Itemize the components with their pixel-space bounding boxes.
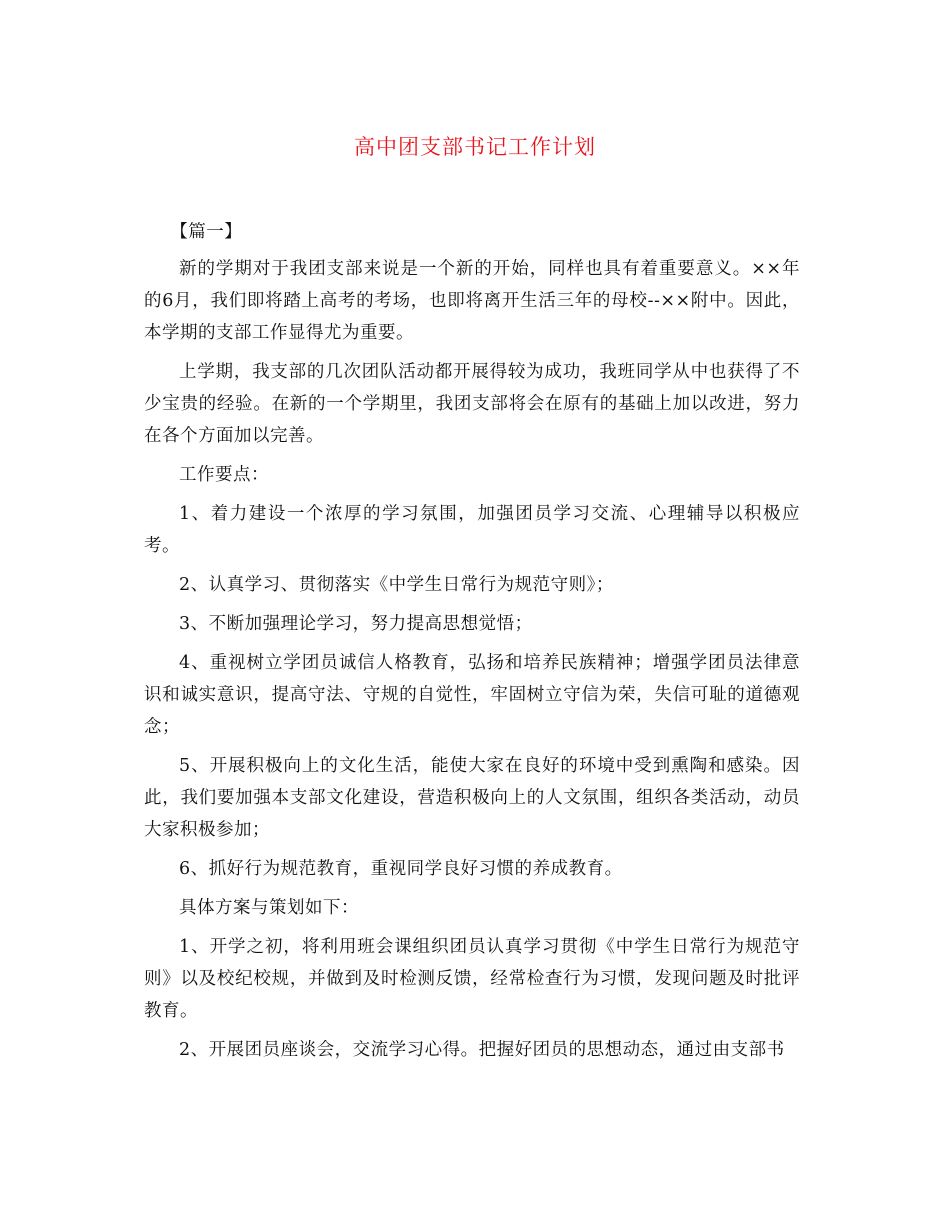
work-point-1: 1、着力建设一个浓厚的学习氛围，加强团员学习交流、心理辅导以积极应考。 <box>144 504 800 556</box>
work-point-6: 6、抓好行为规范教育，重视同学良好习惯的养成教育。 <box>179 859 623 879</box>
document-body <box>144 216 800 1073</box>
heading-work-points: 工作要点： <box>179 465 269 485</box>
paragraph-last-term: 上学期，我支部的几次团队活动都开展得较为成功，我班同学从中也获得了不少宝贵的经验。在新的一个学期里，我团支部将会在原有的基础上加以改进，努力在各个方面加以完善。 <box>144 362 800 446</box>
work-point-2: 2、认真学习、贯彻落实《中学生日常行为规范守则》； <box>179 575 614 595</box>
document-title: 高中团支部书记工作计划 <box>354 135 596 159</box>
paragraph-intro: 新的学期对于我团支部来说是一个新的开始，同样也具有着重要意义。××年的6月，我们即将踏上高考的考场，也即将离开生活三年的母校--××附中。因此，本学期的支部工作显得尤为重要。 <box>144 259 800 343</box>
work-point-3: 3、不断加强理论学习，努力提高思想觉悟； <box>179 614 533 634</box>
heading-plan-details: 具体方案与策划如下： <box>179 898 359 918</box>
work-point-4: 4、重视树立学团员诚信人格教育，弘扬和培养民族精神；增强学团员法律意识和诚实意识，提高守法、守规的自觉性，牢固树立守信为荣，失信可耻的道德观念； <box>144 653 800 737</box>
section-label: 【篇一】 <box>170 222 243 242</box>
plan-item-2: 2、开展团员座谈会，交流学习心得。把握好团员的思想动态，通过由支部书 <box>179 1040 785 1060</box>
plan-item-1: 1、开学之初，将利用班会课组织团员认真学习贯彻《中学生日常行为规范守则》以及校纪校规，并做到及时检测反馈，经常检查行为习惯，发现问题及时批评教育。 <box>144 937 800 1021</box>
work-point-5: 5、开展积极向上的文化生活，能使大家在良好的环境中受到熏陶和感染。因此，我们要加强本支部文化建设，营造积极向上的人文氛围，组织各类活动，动员大家积极参加； <box>144 756 800 840</box>
